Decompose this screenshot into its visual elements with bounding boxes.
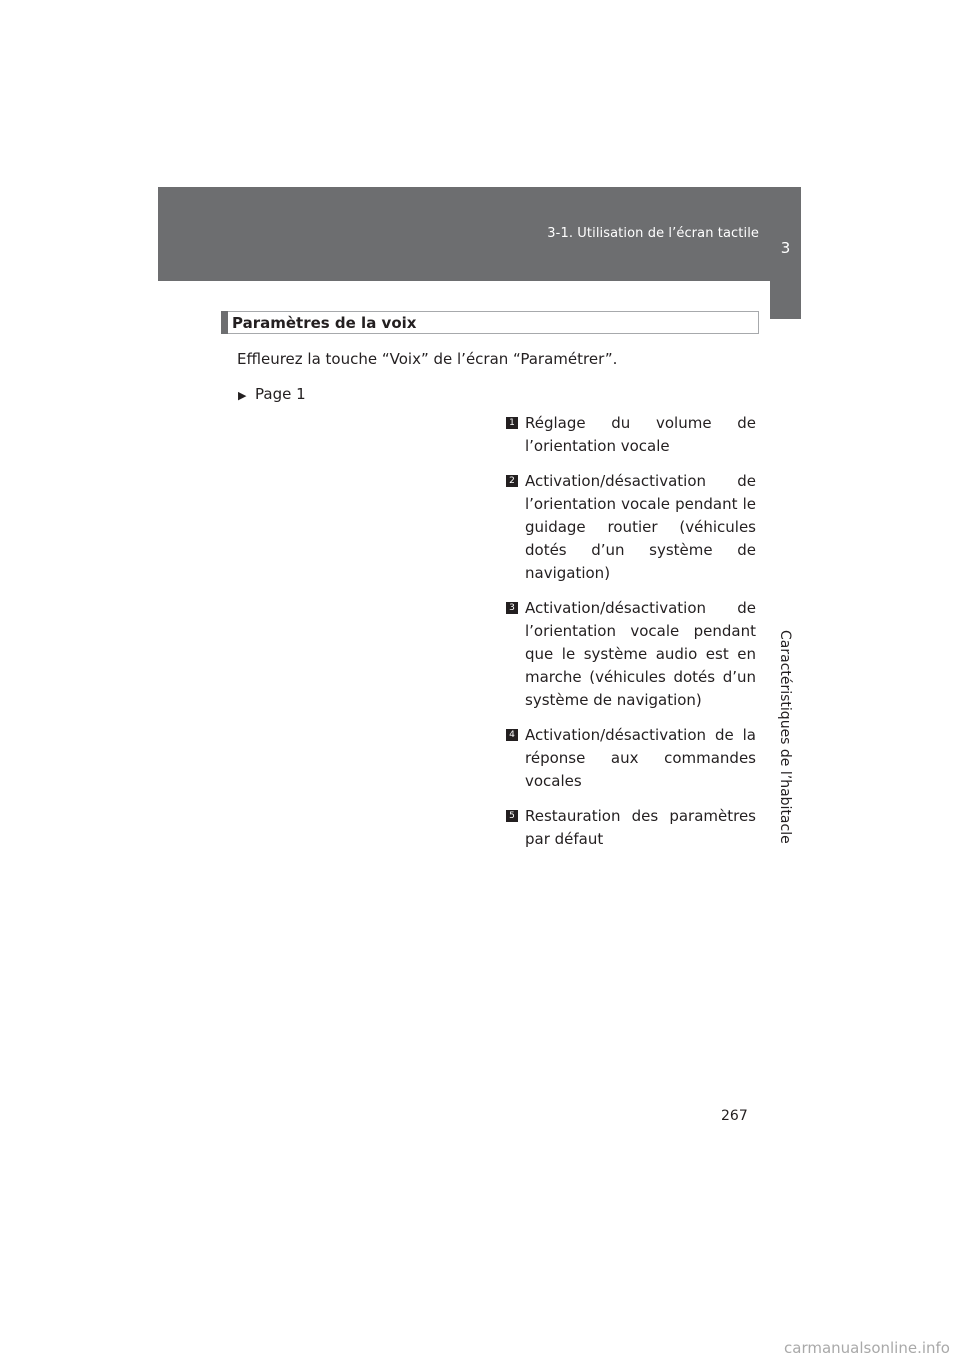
item-number-badge: 3 (506, 602, 518, 614)
section-title: 3-1. Utilisation de l’écran tactile (547, 226, 759, 241)
item-number-badge: 1 (506, 417, 518, 429)
page-reference (238, 385, 306, 403)
list-item (506, 597, 756, 712)
item-number-badge: 2 (506, 475, 518, 487)
instruction-text: Effleurez la touche “Voix” de l’écran “Paramétrer”. (237, 350, 618, 368)
list-item (506, 724, 756, 793)
item-text: Activation/désactivation de la réponse aux commandes vocales (525, 726, 756, 790)
list-item (506, 412, 756, 458)
chapter-title: Caractéristiques de l’habitacle (777, 630, 793, 844)
subheading-title: Paramètres de la voix (232, 314, 417, 332)
item-number-badge: 5 (506, 810, 518, 822)
list-item (506, 470, 756, 585)
watermark-text: carmanualsonline.info (784, 1339, 950, 1357)
subheading-bar (221, 311, 228, 334)
item-text: Réglage du volume de l’orientation vocale (525, 414, 756, 455)
item-text: Activation/désactivation de l’orientation vocale pendant le guidage routier (véhicules dotés d’un système de navigation) (525, 472, 756, 582)
page-reference-label: Page 1 (255, 385, 306, 403)
list-item (506, 805, 756, 851)
header-band (158, 187, 801, 281)
triangle-right-icon: ▶ (238, 389, 247, 402)
item-number-badge: 4 (506, 729, 518, 741)
chapter-title-wrap (770, 630, 801, 844)
item-text: Restauration des paramètres par défaut (525, 807, 756, 848)
chapter-number: 3 (780, 239, 791, 257)
item-text: Activation/désactivation de l’orientation vocale pendant que le système audio est en marche (véhicules dotés d’un système de navigation) (525, 599, 756, 709)
subheading-box (221, 311, 759, 334)
chapter-side-tab (770, 221, 801, 1021)
settings-list (506, 412, 756, 863)
page-number: 267 (721, 1108, 748, 1124)
chapter-number-box (770, 221, 801, 319)
